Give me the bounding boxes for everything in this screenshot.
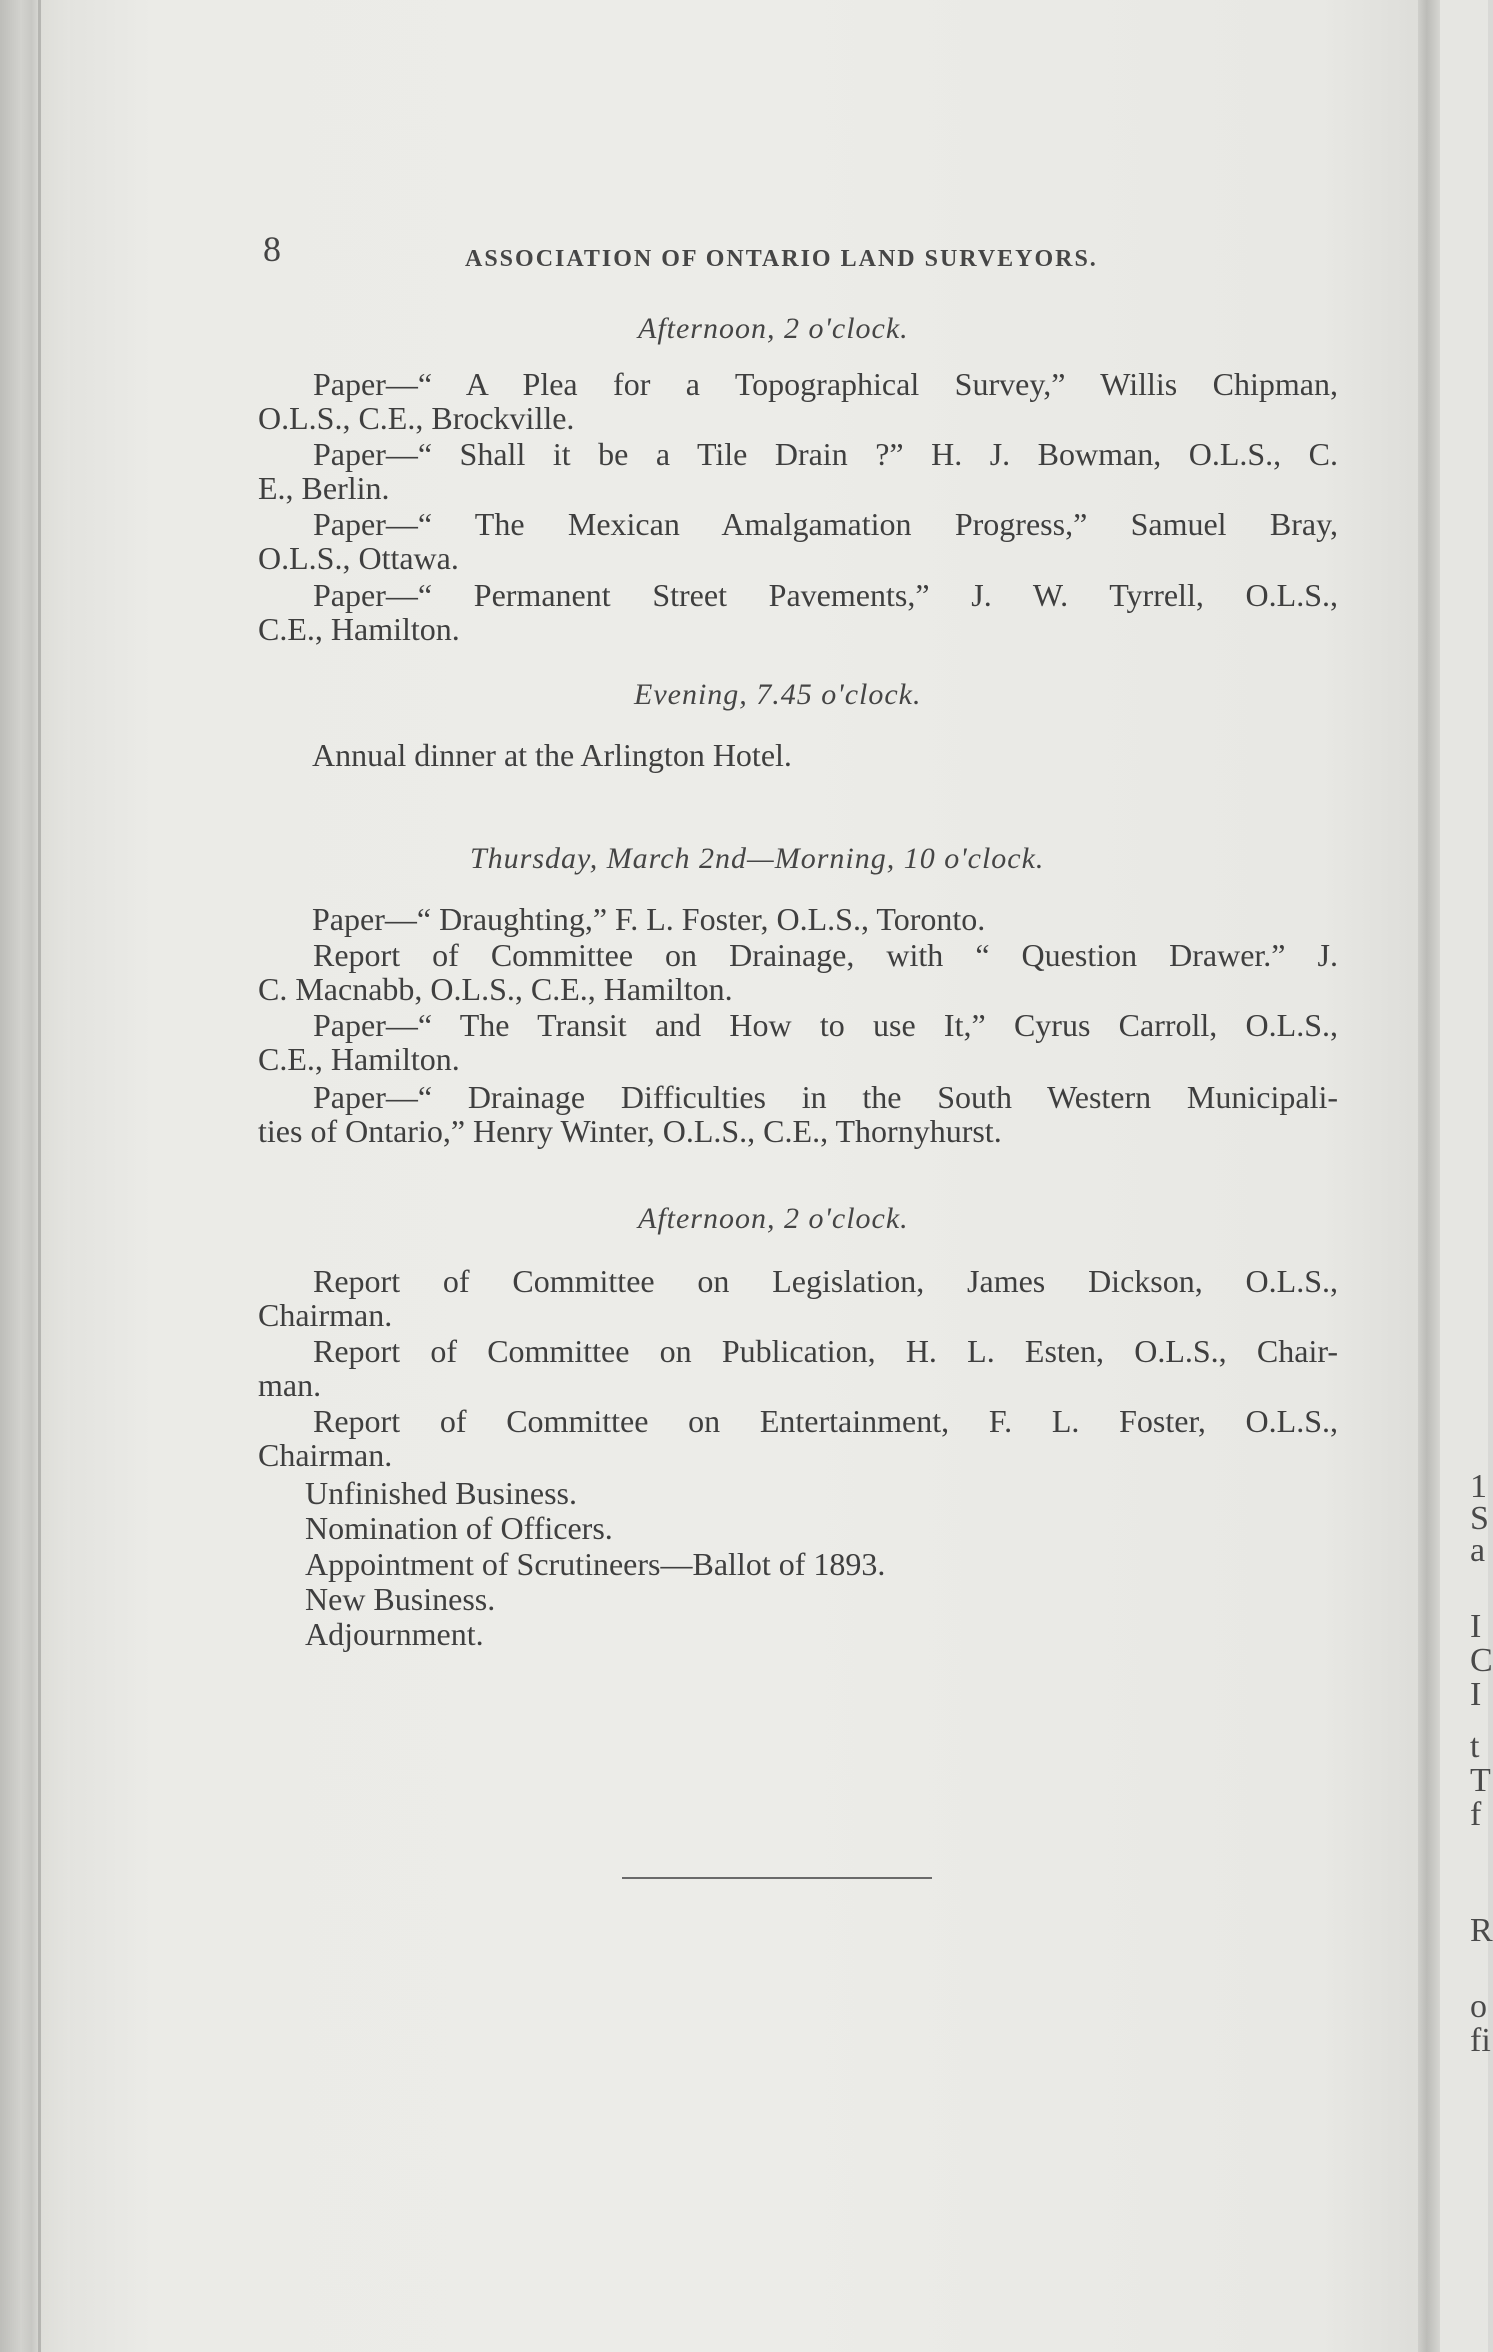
facing-page-letter: 1 — [1470, 1468, 1487, 1505]
entry-continuation-line: ties of Ontario,” Henry Winter, O.L.S., C.E., Thornyhurst. — [258, 1113, 1002, 1149]
section-heading: Thursday, March 2nd—Morning, 10 o'clock. — [470, 842, 1045, 875]
agenda-item: Nomination of Officers. — [305, 1510, 613, 1546]
entry-continuation-line: C. Macnabb, O.L.S., C.E., Hamilton. — [258, 971, 733, 1007]
facing-page-letter: S — [1470, 1500, 1489, 1537]
facing-page-letter: a — [1470, 1532, 1486, 1569]
entry-continuation-line: O.L.S., C.E., Brockville. — [258, 400, 575, 436]
program-line: Paper—“ Draughting,” F. L. Foster, O.L.S., Toronto. — [312, 901, 986, 937]
page-number: 8 — [263, 229, 281, 269]
program-entry — [258, 507, 1338, 575]
entry-continuation-line: Chairman. — [258, 1437, 393, 1473]
entry-continuation-line: man. — [258, 1367, 322, 1403]
entry-first-line: Paper—“ Shall it be a Tile Drain ?” H. J. Bowman, O.L.S., C. — [313, 436, 1338, 472]
agenda-item: Adjournment. — [305, 1616, 484, 1652]
section-heading: Afternoon, 2 o'clock. — [638, 312, 909, 345]
facing-page-letter: C — [1470, 1642, 1493, 1679]
entry-first-line: Report of Committee on Entertainment, F. L. Foster, O.L.S., — [313, 1403, 1338, 1439]
entry-continuation-line: O.L.S., Ottawa. — [258, 540, 459, 576]
program-entry — [258, 1334, 1338, 1402]
program-entry — [258, 1264, 1338, 1332]
agenda-item: Unfinished Business. — [305, 1475, 577, 1511]
entry-first-line: Report of Committee on Legislation, James Dickson, O.L.S., — [313, 1263, 1338, 1299]
facing-page-letter: T — [1470, 1762, 1491, 1799]
entry-first-line: Paper—“ The Mexican Amalgamation Progress,” Samuel Bray, — [313, 506, 1338, 542]
facing-page-fragment — [1440, 0, 1493, 2352]
program-entry — [258, 578, 1338, 646]
section-heading: Evening, 7.45 o'clock. — [634, 678, 922, 711]
entry-continuation-line: C.E., Hamilton. — [258, 1041, 460, 1077]
section-heading: Afternoon, 2 o'clock. — [638, 1202, 909, 1235]
program-entry — [258, 1008, 1338, 1076]
facing-page-letter: I — [1470, 1676, 1482, 1713]
running-head: ASSOCIATION OF ONTARIO LAND SURVEYORS. — [465, 246, 1098, 272]
program-entry — [258, 437, 1338, 505]
program-entry — [258, 938, 1338, 1006]
entry-continuation-line: C.E., Hamilton. — [258, 611, 460, 647]
program-entry — [258, 1080, 1338, 1148]
facing-page-letter: t — [1470, 1728, 1480, 1765]
entry-first-line: Paper—“ The Transit and How to use It,” Cyrus Carroll, O.L.S., — [313, 1007, 1338, 1043]
agenda-item: New Business. — [305, 1581, 496, 1617]
book-page — [70, 0, 1430, 2352]
entry-first-line: Report of Committee on Publication, H. L. Esten, O.L.S., Chair- — [313, 1333, 1338, 1369]
entry-first-line: Report of Committee on Drainage, with “ Question Drawer.” J. — [313, 937, 1338, 973]
program-entry — [258, 1404, 1338, 1472]
agenda-item: Appointment of Scrutineers—Ballot of 1893. — [305, 1546, 886, 1582]
facing-page-letter: f — [1470, 1796, 1482, 1833]
end-rule — [622, 1877, 932, 1879]
page-edge-shadow — [1418, 0, 1440, 2352]
facing-page-letter: I — [1470, 1608, 1482, 1645]
program-line: Annual dinner at the Arlington Hotel. — [312, 737, 792, 773]
facing-page-letter: fi — [1470, 2022, 1491, 2059]
facing-page-letter: o — [1470, 1988, 1487, 2025]
entry-continuation-line: E., Berlin. — [258, 470, 390, 506]
entry-first-line: Paper—“ Permanent Street Pavements,” J. W. Tyrrell, O.L.S., — [313, 577, 1338, 613]
entry-continuation-line: Chairman. — [258, 1297, 393, 1333]
book-binding — [0, 0, 70, 2352]
facing-page-letter: R — [1470, 1912, 1493, 1949]
entry-first-line: Paper—“ Drainage Difficulties in the South Western Municipali- — [313, 1079, 1338, 1115]
program-entry — [258, 367, 1338, 435]
entry-first-line: Paper—“ A Plea for a Topographical Survey,” Willis Chipman, — [313, 366, 1338, 402]
